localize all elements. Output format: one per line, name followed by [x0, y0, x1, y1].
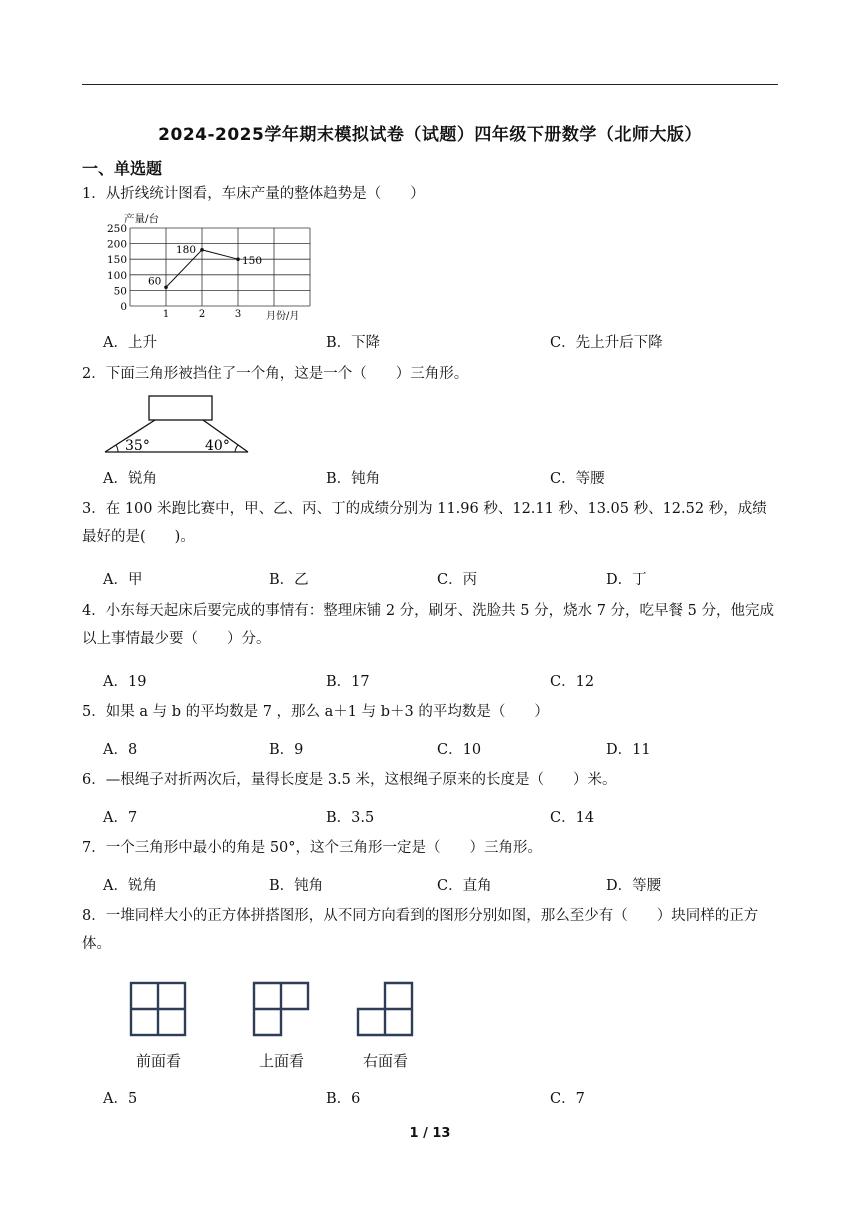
question-7-stem: 7．一个三角形中最小的角是 50°，这个三角形一定是（ ）三角形。	[82, 840, 543, 856]
top-view-label: 上面看	[259, 1052, 305, 1070]
q6-option-a[interactable]: A．7	[103, 810, 138, 826]
page-number: 1 / 13	[409, 1126, 451, 1141]
question-5-stem: 5．如果 a 与 b 的平均数是 7 ，那么 a＋1 与 b＋3 的平均数是（ ）	[82, 704, 549, 720]
q6-option-b[interactable]: B．3.5	[326, 810, 375, 826]
q3-option-b[interactable]: B．乙	[269, 572, 309, 588]
left-angle-label: 35°	[125, 438, 150, 454]
left-angle-arc	[116, 445, 118, 452]
chart-data-label: 60	[148, 275, 162, 288]
q5-option-b[interactable]: B．9	[269, 742, 304, 758]
q2-option-c[interactable]: C．等腰	[550, 471, 605, 487]
chart-ytick-label: 50	[113, 285, 127, 298]
q7-option-c[interactable]: C．直角	[437, 878, 492, 894]
triangle-figure	[100, 392, 252, 456]
section-heading: 一、单选题	[82, 159, 163, 178]
chart-data-label: 150	[242, 255, 263, 268]
q4-option-c[interactable]: C．12	[550, 674, 595, 690]
q7-option-b[interactable]: B．钝角	[269, 878, 324, 894]
question-4-stem: 4．小东每天起床后要完成的事情有：整理床铺 2 分，刷牙、洗脸共 5 分，烧水 7 分，吃早餐 5 分，他完成以上事情最少要（ ）分。	[82, 603, 774, 647]
chart-xtick-label: 2	[198, 309, 206, 320]
q2-option-b[interactable]: B．钝角	[326, 471, 381, 487]
chart-xlabel: 月份/月	[266, 311, 300, 322]
line-chart	[100, 210, 314, 322]
q1-option-c[interactable]: C．先上升后下降	[550, 335, 663, 351]
q4-option-b[interactable]: B．17	[326, 674, 370, 690]
right-view-figure	[355, 980, 415, 1038]
chart-grid	[130, 228, 310, 306]
header-rule	[82, 84, 778, 85]
q5-option-c[interactable]: C．10	[437, 742, 482, 758]
chart-point	[200, 248, 204, 252]
q1-option-b[interactable]: B．下降	[326, 335, 381, 351]
q2-option-a[interactable]: A．锐角	[103, 471, 157, 487]
chart-ytick-label: 200	[106, 238, 127, 251]
chart-data-label: 180	[176, 243, 197, 256]
chart-ytick-label: 100	[106, 269, 127, 282]
question-8-stem: 8．一堆同样大小的正方体拼搭图形，从不同方向看到的图形分别如图，那么至少有（ ）块同样的正方体。	[82, 908, 759, 952]
chart-ytick-label: 150	[106, 254, 127, 267]
q4-option-a[interactable]: A．19	[103, 674, 147, 690]
chart-ytick-label: 0	[120, 301, 127, 313]
q8-option-b[interactable]: B．6	[326, 1091, 361, 1107]
chart-xtick-label: 1	[162, 309, 170, 320]
question-1-stem: 1．从折线统计图看，车床产量的整体趋势是（ ）	[82, 186, 425, 202]
question-2-stem: 2．下面三角形被挡住了一个角，这是一个（ ）三角形。	[82, 366, 469, 382]
chart-point	[164, 285, 168, 289]
right-view-label: 右面看	[363, 1052, 409, 1070]
q1-option-a[interactable]: A．上升	[103, 335, 157, 351]
chart-ytick-label: 250	[106, 223, 127, 235]
q3-option-d[interactable]: D．丁	[606, 572, 647, 588]
chart-xtick-label: 3	[234, 309, 242, 320]
cover-rectangle	[149, 396, 212, 420]
q8-option-a[interactable]: A．5	[103, 1091, 138, 1107]
q8-option-c[interactable]: C．7	[550, 1091, 585, 1107]
right-angle-arc	[235, 445, 238, 452]
q3-option-c[interactable]: C．丙	[437, 572, 478, 588]
q5-option-a[interactable]: A．8	[103, 742, 138, 758]
chart-point	[236, 257, 240, 261]
question-6-stem: 6．—根绳子对折两次后，量得长度是 3.5 米，这根绳子原来的长度是（ ）米。	[82, 772, 617, 788]
right-angle-label: 40°	[205, 438, 230, 454]
q7-option-a[interactable]: A．锐角	[103, 878, 157, 894]
top-view-figure	[251, 980, 311, 1038]
front-view-figure	[128, 980, 188, 1038]
q6-option-c[interactable]: C．14	[550, 810, 595, 826]
question-3-stem: 3．在 100 米跑比赛中，甲、乙、丙、丁的成绩分别为 11.96 秒、12.11 秒、13.05 秒、12.52 秒，成绩最好的是( )。	[82, 501, 767, 545]
chart-ticks	[107, 223, 241, 320]
front-view-label: 前面看	[136, 1052, 182, 1070]
q5-option-d[interactable]: D．11	[606, 742, 651, 758]
q7-option-d[interactable]: D．等腰	[606, 878, 662, 894]
q3-option-a[interactable]: A．甲	[103, 572, 143, 588]
page-title: 2024-2025学年期末模拟试卷（试题）四年级下册数学（北师大版）	[158, 125, 702, 145]
chart-ylabel: 产量/台	[124, 213, 160, 225]
